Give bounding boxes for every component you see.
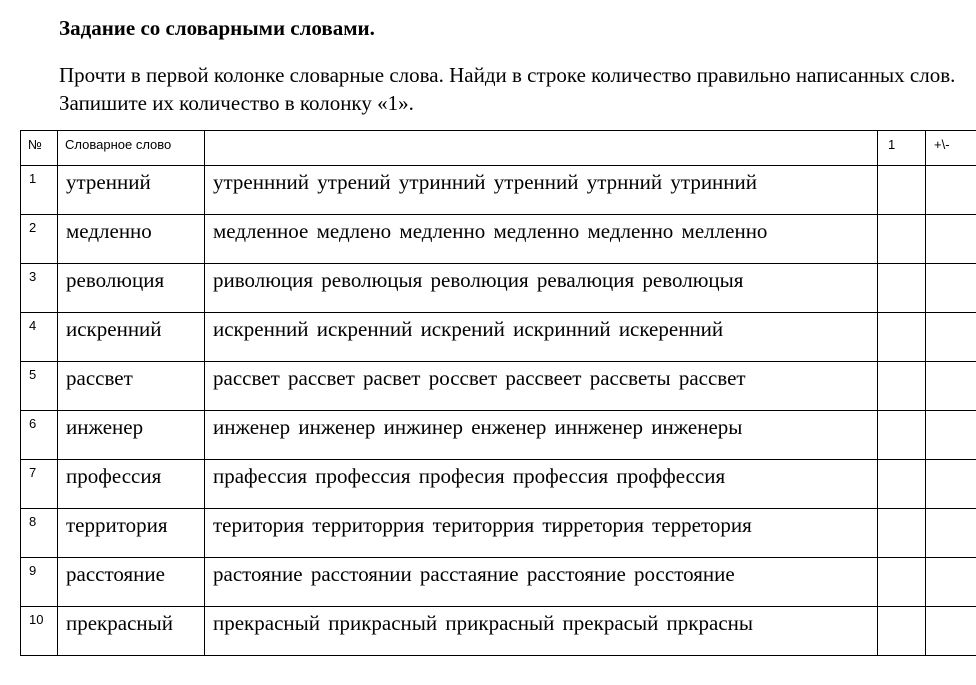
dictionary-word: инженер [58, 411, 205, 460]
row-number: 6 [21, 411, 58, 460]
header-plus-minus: +\- [926, 131, 976, 166]
count-cell[interactable] [878, 558, 926, 607]
count-cell[interactable] [878, 411, 926, 460]
header-word-line [205, 131, 878, 166]
table-row [21, 607, 976, 656]
word-variants: територия территоррия територрия тирретория терретория [205, 509, 878, 558]
dictionary-word: медленно [58, 215, 205, 264]
count-cell[interactable] [878, 607, 926, 656]
row-number: 1 [21, 166, 58, 215]
count-cell[interactable] [878, 215, 926, 264]
table-row [21, 460, 976, 509]
dictionary-word: расстояние [58, 558, 205, 607]
row-number: 9 [21, 558, 58, 607]
plus-minus-cell[interactable] [926, 362, 976, 411]
table-row [21, 166, 976, 215]
plus-minus-cell[interactable] [926, 607, 976, 656]
table-row [21, 313, 976, 362]
row-number: 5 [21, 362, 58, 411]
word-variants: утреннний утрений утринний утренний утрнний утринний [205, 166, 878, 215]
row-number: 4 [21, 313, 58, 362]
task-instructions: Прочти в первой колонке словарные слова. Найди в строке количество правильно написанных слов. Запишите их количество в колонку «1». [59, 63, 956, 115]
count-cell[interactable] [878, 166, 926, 215]
count-cell[interactable] [878, 509, 926, 558]
table-row [21, 509, 976, 558]
count-cell[interactable] [878, 313, 926, 362]
count-cell[interactable] [878, 362, 926, 411]
header-dictionary-word: Словарное слово [58, 131, 205, 166]
word-variants: рассвет рассвет расвет россвет рассвеет рассветы рассвет [205, 362, 878, 411]
row-number: 7 [21, 460, 58, 509]
table-row [21, 264, 976, 313]
plus-minus-cell[interactable] [926, 313, 976, 362]
word-variants: инженер инженер инжинер енженер иннженер инженеры [205, 411, 878, 460]
dictionary-word: рассвет [58, 362, 205, 411]
dictionary-word: прекрасный [58, 607, 205, 656]
word-variants: риволюция революцыя революция ревалюция революцыя [205, 264, 878, 313]
word-variants: искренний искренний искрений искринний искеренний [205, 313, 878, 362]
word-variants: растояние расстоянии расстаяние расстояние росстояние [205, 558, 878, 607]
plus-minus-cell[interactable] [926, 460, 976, 509]
row-number: 2 [21, 215, 58, 264]
row-number: 8 [21, 509, 58, 558]
dictionary-word: территория [58, 509, 205, 558]
page-title: Задание со словарными словами. [59, 16, 375, 40]
dictionary-word: профессия [58, 460, 205, 509]
table-header-row [21, 131, 976, 166]
plus-minus-cell[interactable] [926, 509, 976, 558]
word-variants: прафессия профессия професия профессия проффессия [205, 460, 878, 509]
dictionary-word: искренний [58, 313, 205, 362]
word-variants: прекрасный прикрасный прикрасный прекрасый пркрасны [205, 607, 878, 656]
plus-minus-cell[interactable] [926, 264, 976, 313]
count-cell[interactable] [878, 460, 926, 509]
count-cell[interactable] [878, 264, 926, 313]
plus-minus-cell[interactable] [926, 215, 976, 264]
table-row [21, 215, 976, 264]
plus-minus-cell[interactable] [926, 558, 976, 607]
plus-minus-cell[interactable] [926, 411, 976, 460]
header-number: № [21, 131, 58, 166]
dictionary-word: утренний [58, 166, 205, 215]
plus-minus-cell[interactable] [926, 166, 976, 215]
word-variants: медленное медлено медленно медленно медленно мелленно [205, 215, 878, 264]
table-row [21, 411, 976, 460]
dictionary-words-table [20, 130, 976, 656]
dictionary-word: революция [58, 264, 205, 313]
row-number: 3 [21, 264, 58, 313]
header-count: 1 [878, 131, 926, 166]
table-row [21, 362, 976, 411]
table-row [21, 558, 976, 607]
row-number: 10 [21, 607, 58, 656]
